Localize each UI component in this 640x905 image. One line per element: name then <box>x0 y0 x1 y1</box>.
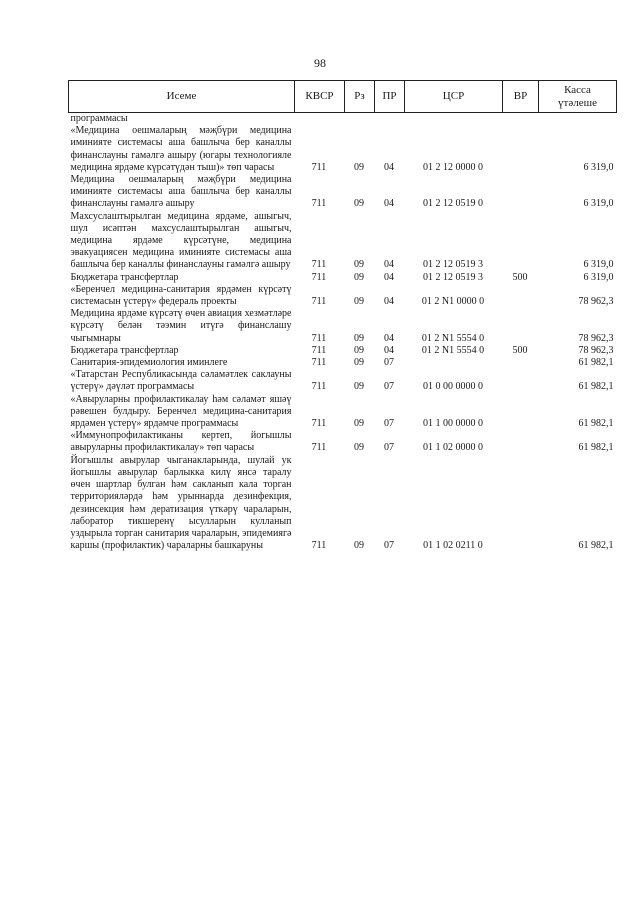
table-row <box>69 430 617 454</box>
row-rz: 09 <box>354 344 364 356</box>
row-amount: 6 319,0 <box>583 259 614 271</box>
row-kvsr: 711 <box>311 161 327 173</box>
table-row <box>69 455 617 553</box>
row-vr <box>503 113 539 126</box>
col-header-kassa-line2: үтәлеше <box>558 96 597 109</box>
row-kvsr <box>295 113 345 126</box>
row-amount <box>539 113 617 126</box>
row-csr: 01 1 02 0000 0 <box>423 442 483 454</box>
row-amount: 6 319,0 <box>583 161 614 173</box>
row-pr: 07 <box>384 540 394 552</box>
row-vr <box>503 455 539 553</box>
col-header-kassa-line1: Касса <box>564 83 591 96</box>
row-csr: 01 2 N1 5554 0 <box>421 344 485 356</box>
row-pr: 07 <box>384 442 394 454</box>
row-amount: 61 982,1 <box>578 418 614 430</box>
table-row <box>69 272 617 284</box>
row-kvsr: 711 <box>311 540 327 552</box>
table-row <box>69 308 617 345</box>
table-row <box>69 284 617 308</box>
table-row <box>69 125 617 174</box>
row-kvsr: 711 <box>311 259 327 271</box>
row-rz <box>345 113 375 126</box>
row-vr <box>503 308 539 345</box>
row-rz: 09 <box>354 161 364 173</box>
row-kvsr: 711 <box>311 198 327 210</box>
row-vr: 500 <box>512 344 528 356</box>
table-row <box>69 174 617 211</box>
row-pr: 04 <box>384 332 394 344</box>
row-vr <box>503 211 539 272</box>
row-amount: 78 962,3 <box>578 332 614 344</box>
row-pr: 04 <box>384 161 394 173</box>
row-name: Медицина ярдәме күрсәтү өчен авиация хезмәтләре күрсәтү белән тәэмин итүгә финанслашу чыгымнары <box>70 308 292 344</box>
row-name: Бюджетара трансфертлар <box>70 344 179 356</box>
row-kvsr: 711 <box>311 357 327 369</box>
row-pr: 04 <box>384 296 394 308</box>
row-pr: 04 <box>384 344 394 356</box>
row-name: Бюджетара трансфертлар <box>70 271 179 283</box>
row-pr: 04 <box>384 259 394 271</box>
col-header-vr: ВР <box>503 81 539 113</box>
row-csr: 01 2 12 0519 3 <box>423 271 483 283</box>
table-row <box>69 357 617 369</box>
row-name: «Медицина оешмаларың мәҗбүри медицина иминияте системасы аша башлыча бер каналлы финанслауны гамәлгә ашыру (югары технологияле медицина ярдәме күрсәтүдән тыш)» төп чарасы <box>70 125 292 173</box>
row-vr <box>503 357 539 369</box>
row-vr <box>503 174 539 211</box>
row-rz: 09 <box>354 540 364 552</box>
row-name: Йогышлы авырулар чыганакларында, шулай ук йогышлы авырулар барлыкка килү янсә таралу өчен шартлар булган һәм сакланып кала торган территорияләрдә һәм урыннарда дезинфекция, дезинсекция һәм дератизация үткәрү чараларын, лаборатор тикшеренү ысулларын кулланып уздырыла торган санитария чараларын, эпидемиягә каршы (профилактик) чараларны башкаруны <box>70 454 292 552</box>
row-amount: 61 982,1 <box>578 540 614 552</box>
table-header-row <box>69 81 617 113</box>
row-name: Медицина оешмаларың мәҗбүри медицина иминияте системасы аша башлыча бер каналлы финанслауны гамәлгә ашыру <box>70 174 292 210</box>
row-rz: 09 <box>354 332 364 344</box>
row-rz: 09 <box>354 259 364 271</box>
row-rz: 09 <box>354 357 364 369</box>
row-amount: 61 982,1 <box>578 357 614 369</box>
row-rz: 09 <box>354 198 364 210</box>
row-kvsr: 711 <box>311 344 327 356</box>
row-vr: 500 <box>512 271 528 283</box>
row-name: «Иммунопрофилактиканы кертеп, йогышлы авыруларны профилактикалау» төп чарасы <box>70 430 292 454</box>
row-csr <box>405 113 503 126</box>
row-vr <box>503 369 539 393</box>
row-vr <box>503 284 539 308</box>
table-row <box>69 394 617 431</box>
budget-table <box>68 80 617 552</box>
row-kvsr: 711 <box>311 332 327 344</box>
row-csr: 01 2 N1 0000 0 <box>421 296 485 308</box>
row-vr <box>503 394 539 431</box>
row-csr: 01 2 12 0000 0 <box>423 161 483 173</box>
row-amount: 6 319,0 <box>583 198 614 210</box>
row-amount: 61 982,1 <box>578 381 614 393</box>
row-csr: 01 1 02 0211 0 <box>423 540 483 552</box>
row-name: Санитария-эпидемиология иминлеге <box>70 357 228 369</box>
col-header-kvsr: КВСР <box>295 81 345 113</box>
page-number: 98 <box>314 56 326 70</box>
row-pr: 07 <box>384 381 394 393</box>
row-rz: 09 <box>354 271 364 283</box>
table-row <box>69 113 617 126</box>
row-pr: 07 <box>384 418 394 430</box>
row-amount: 61 982,1 <box>578 442 614 454</box>
col-header-rz: Рз <box>345 81 375 113</box>
row-rz: 09 <box>354 442 364 454</box>
row-kvsr: 711 <box>311 296 327 308</box>
row-csr: 01 1 00 0000 0 <box>423 418 483 430</box>
row-pr: 04 <box>384 271 394 283</box>
row-csr <box>405 357 503 369</box>
row-csr: 01 2 N1 5554 0 <box>421 332 485 344</box>
col-header-name: Исеме <box>69 81 295 113</box>
row-name: «Беренчел медицина-санитария ярдәмен күрсәтү системасын үстерү» федераль проекты <box>70 283 292 308</box>
row-csr: 01 2 12 0519 0 <box>423 198 483 210</box>
row-csr: 01 0 00 0000 0 <box>423 381 483 393</box>
table-row <box>69 369 617 393</box>
col-header-csr: ЦСР <box>405 81 503 113</box>
row-kvsr: 711 <box>311 271 327 283</box>
row-amount: 78 962,3 <box>578 344 614 356</box>
col-header-kassa <box>539 81 617 113</box>
row-name: «Татарстан Республикасында сәламәтлек саклауны үстерү» дәүләт программасы <box>70 369 292 393</box>
row-amount: 6 319,0 <box>583 271 614 283</box>
row-name: программасы <box>70 113 128 124</box>
row-kvsr: 711 <box>311 381 327 393</box>
row-pr <box>375 113 405 126</box>
row-pr: 07 <box>384 357 394 369</box>
row-vr <box>503 430 539 454</box>
row-rz: 09 <box>354 296 364 308</box>
row-pr: 04 <box>384 198 394 210</box>
row-name: Махсуслаштырылган медицина ярдәме, ашыгыч, шул исәптән махсуслаштырылган ашыгыч, медицина ярдәме күрсәтүне, медицина эвакуациясен медицина иминияте системасы аша башлыча бер каналлы финанслауны гамәлгә ашыру <box>70 210 292 271</box>
table-row <box>69 211 617 272</box>
table-row <box>69 345 617 357</box>
row-kvsr: 711 <box>311 418 327 430</box>
row-kvsr: 711 <box>311 442 327 454</box>
col-header-pr: ПР <box>375 81 405 113</box>
row-rz: 09 <box>354 418 364 430</box>
row-vr <box>503 125 539 174</box>
row-amount: 78 962,3 <box>578 296 614 308</box>
row-rz: 09 <box>354 381 364 393</box>
row-name: «Авыруларны профилактикалау һәм сәламәт яшәү рәвешен булдыру. Беренчел медицина-санитария ярдәмен үстерү» ярдәмче программасы <box>70 393 292 430</box>
row-csr: 01 2 12 0519 3 <box>423 259 483 271</box>
